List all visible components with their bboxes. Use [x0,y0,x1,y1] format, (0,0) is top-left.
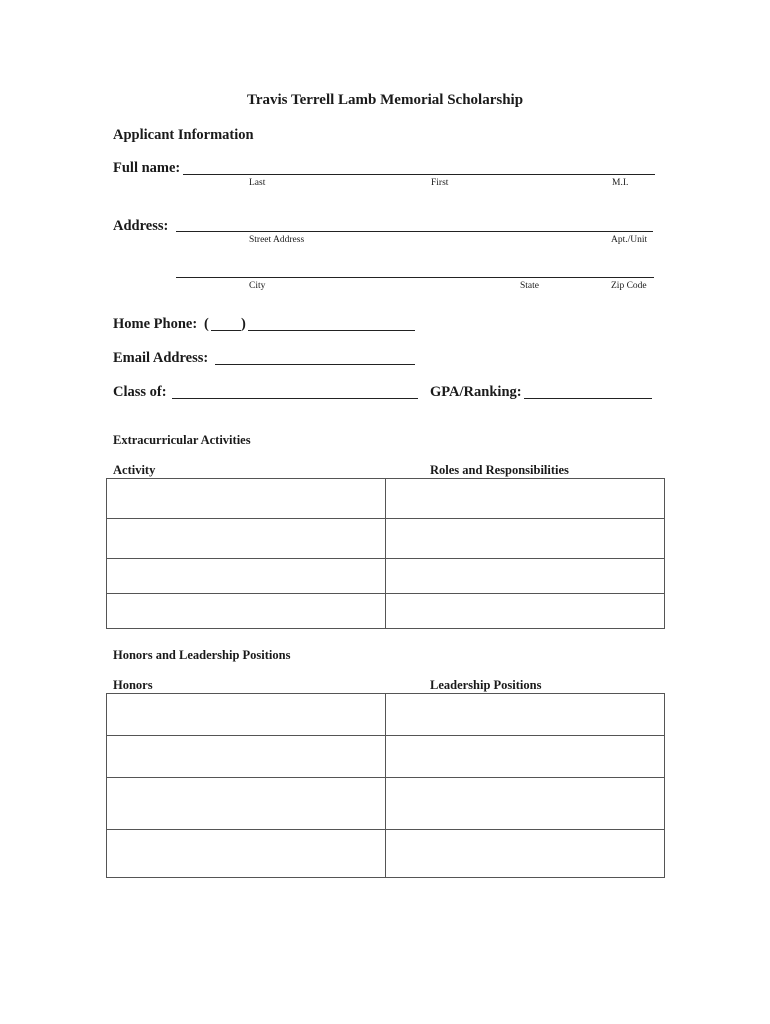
home-phone-label: Home Phone: [113,316,198,332]
full-name-label: Full name: [113,160,181,176]
roles-cell[interactable] [386,479,665,519]
state-hint: State [520,281,539,291]
area-code-input[interactable] [211,330,241,331]
table-row [107,519,665,559]
apt-unit-hint: Apt./Unit [611,235,648,245]
email-label: Email Address: [113,350,209,366]
roles-cell[interactable] [386,559,665,594]
class-of-label: Class of: [113,384,167,400]
table-row [107,830,665,878]
form-title: Travis Terrell Lamb Memorial Scholarship [246,92,524,108]
roles-cell[interactable] [386,519,665,559]
street-address-hint: Street Address [249,235,305,245]
table-row [107,559,665,594]
applicant-info-heading: Applicant Information [113,127,254,143]
honors-cell[interactable] [107,694,386,736]
activity-cell[interactable] [107,559,386,594]
honors-table [106,693,665,878]
activities-table [106,478,665,629]
leadership-cell[interactable] [386,830,665,878]
leadership-cell[interactable] [386,694,665,736]
activity-cell[interactable] [107,594,386,629]
activities-heading: Extracurricular Activities [113,433,251,447]
roles-column-header: Roles and Responsibilities [430,463,569,477]
table-row [107,479,665,519]
activity-column-header: Activity [113,463,156,477]
roles-cell[interactable] [386,594,665,629]
honors-column-header: Honors [113,678,153,692]
phone-open-paren: ( [204,316,209,332]
honors-cell[interactable] [107,736,386,778]
zip-code-hint: Zip Code [611,281,647,291]
honors-cell[interactable] [107,830,386,878]
middle-initial-hint: M.I. [612,178,629,188]
phone-close-paren: ) [241,316,246,332]
leadership-column-header: Leadership Positions [430,678,542,692]
honors-heading: Honors and Leadership Positions [113,648,291,662]
phone-number-input[interactable] [248,330,415,331]
street-address-input[interactable] [176,231,653,232]
first-name-hint: First [431,178,449,188]
address-label: Address: [113,218,169,234]
table-row [107,736,665,778]
activity-cell[interactable] [107,519,386,559]
gpa-ranking-label: GPA/Ranking: [430,384,522,400]
full-name-input[interactable] [183,174,655,175]
honors-cell[interactable] [107,778,386,830]
table-row [107,778,665,830]
city-state-zip-input[interactable] [176,277,654,278]
class-of-input[interactable] [172,398,418,399]
leadership-cell[interactable] [386,778,665,830]
last-name-hint: Last [249,178,266,188]
gpa-ranking-input[interactable] [524,398,652,399]
table-row [107,694,665,736]
email-input[interactable] [215,364,415,365]
leadership-cell[interactable] [386,736,665,778]
table-row [107,594,665,629]
city-hint: City [249,281,266,291]
activity-cell[interactable] [107,479,386,519]
